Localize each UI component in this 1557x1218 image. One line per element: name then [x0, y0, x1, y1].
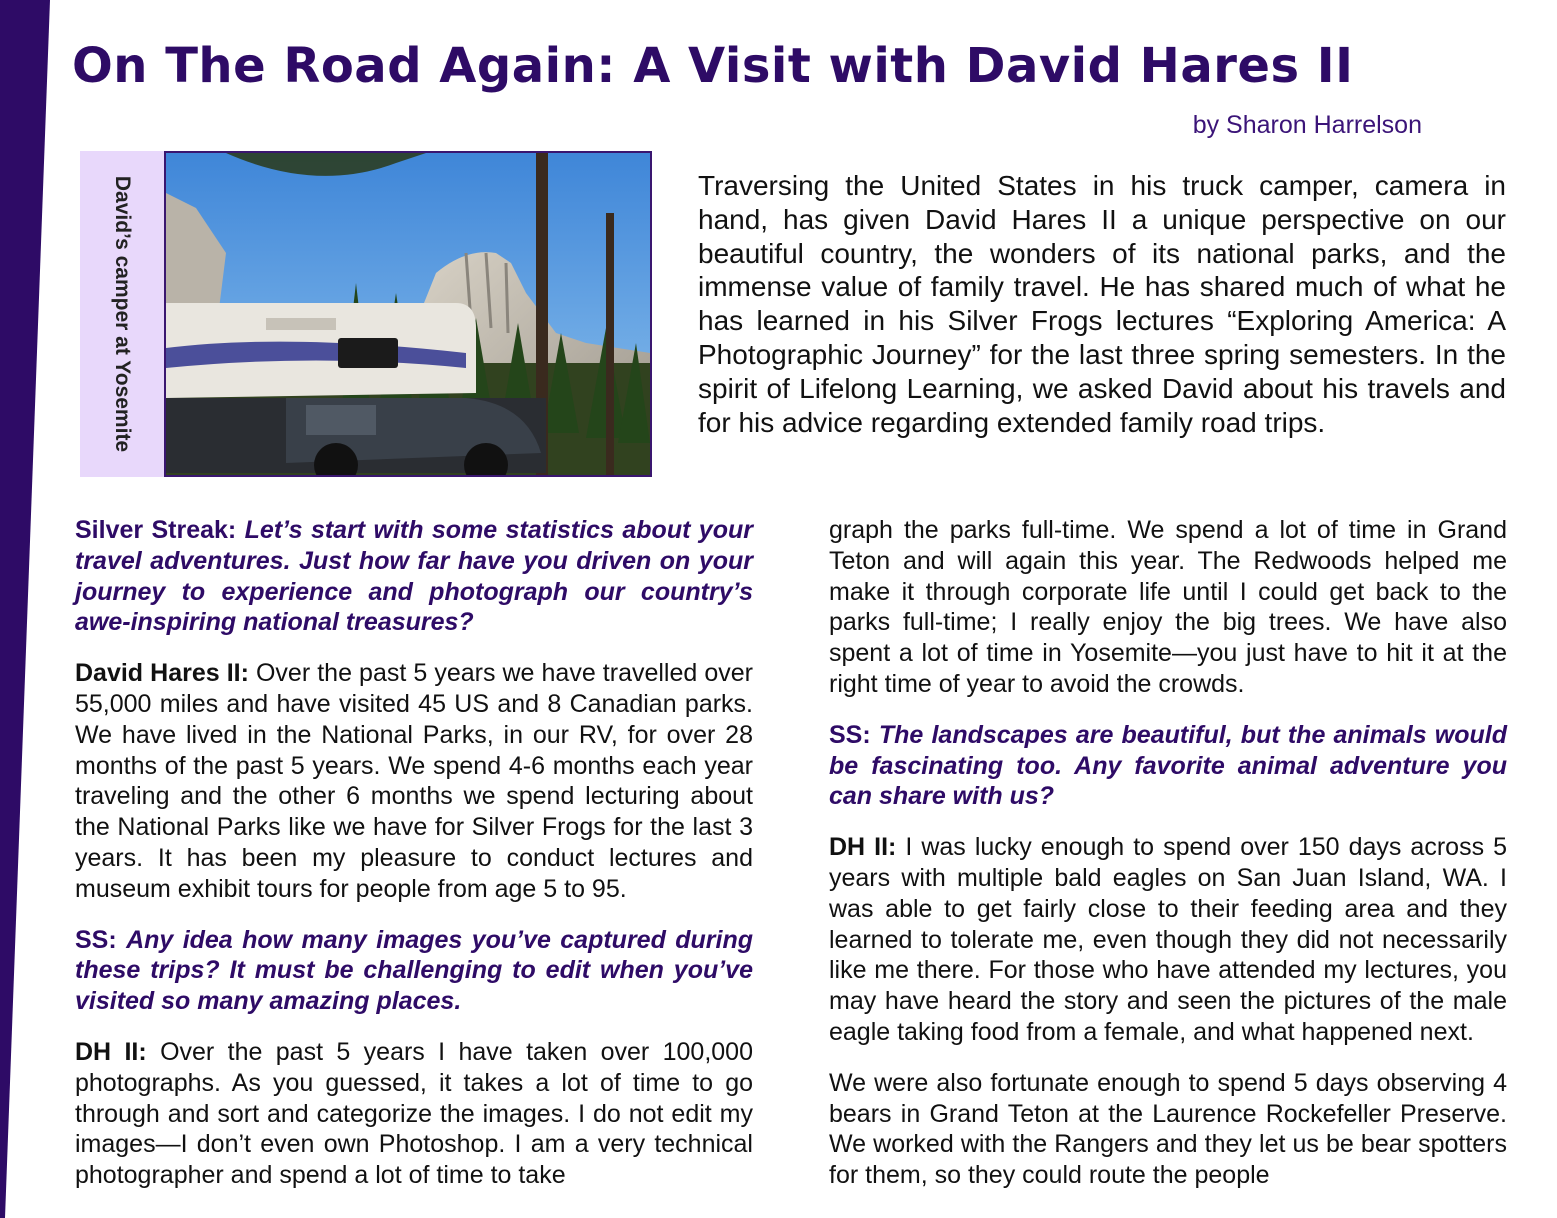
question-text: The landscapes are beautiful, but the animals would be fascinating too. Any favorite animal adventure you can share with us? [829, 720, 1507, 811]
answer-continuation: graph the parks full-time. We spend a lot of time in Grand Teton and will again this year. The Redwoods helped me make it through corporate life until I could get back to the parks full-time; I really enjoy the big trees. We have also spent a lot of time in Yosemite—you just have to hit it at the right time of year to avoid the crowds. [829, 516, 1507, 698]
yosemite-camper-photo [164, 151, 652, 477]
article-title: On The Road Again: A Visit with David Hares II [72, 38, 1354, 94]
photo-caption: David’s camper at Yosemite [111, 175, 134, 453]
answer-speaker: DH II: [75, 1037, 147, 1066]
intro-paragraph: Traversing the United States in his truck camper, camera in hand, has given David Hares II a unique perspective on our beautiful country, the wonders of its national parks, and the immense value of family travel. He has shared much of what he has learned in his Silver Frogs lectures “Exploring America: A Photographic Journey” for the last three spring semesters. In the spirit of Lifelong Learning, we asked David about his travels and for his advice regarding extended family road trips. [698, 170, 1506, 438]
question-paragraph [75, 925, 753, 1017]
left-column [75, 515, 753, 1211]
answer-speaker: DH II: [829, 833, 897, 862]
answer-text: Over the past 5 years I have taken over 100,000 photographs. As you guessed, it takes a lot of time to go through and sort and categorize the images. I do not edit my images—I don’t even own Photoshop. I am a very technical photographer and spend a lot of time to take [75, 1037, 753, 1190]
answer-text: Over the past 5 years we have travelled over 55,000 miles and have visited 45 US and 8 Canadian parks. We have lived in the National Parks, in our RV, for over 28 months of the past 5 years. We spend 4-6 months each year traveling and the other 6 months we spend lecturing about the National Parks like we have for Silver Frogs for the last 3 years. It has been my pleasure to conduct lectures and museum exhibit tours for people from age 5 to 95. [75, 659, 753, 903]
question-text: Let’s start with some statistics about your travel adventures. Just how far have you driven on your journey to experience and photograph our country’s awe-inspiring national treasures? [75, 516, 753, 637]
question-speaker: Silver Streak: [75, 516, 237, 544]
answer-speaker: David Hares II: [75, 659, 249, 688]
answer-paragraph [829, 832, 1507, 1048]
author-byline: by Sharon Harrelson [1192, 111, 1422, 139]
question-paragraph [829, 720, 1507, 812]
bears-paragraph: We were also fortunate enough to spend 5 days observing 4 bears in Grand Teton at the Laurence Rockefeller Preserve. We worked with the Rangers and they let us be bear spotters for them, so they could route the people [829, 1068, 1507, 1190]
right-column [829, 515, 1507, 1211]
question-speaker: SS: [75, 925, 117, 954]
question-paragraph [75, 515, 753, 638]
answer-text: I was lucky enough to spend over 150 days across 5 years with multiple bald eagles on San Juan Island, WA. I was able to get fairly close to their feeding area and they learned to tolerate me, even though they did not necessarily like me there. For those who have attended my lectures, you may have heard the story and seen the pictures of the male eagle taking food from a female, and what happened next. [829, 833, 1507, 1046]
question-text: Any idea how many images you’ve captured during these trips? It must be challenging to edit when you’ve visited so many amazing places. [75, 925, 753, 1016]
answer-paragraph [75, 1037, 753, 1191]
answer-paragraph [75, 658, 753, 904]
question-speaker: SS: [829, 720, 871, 749]
